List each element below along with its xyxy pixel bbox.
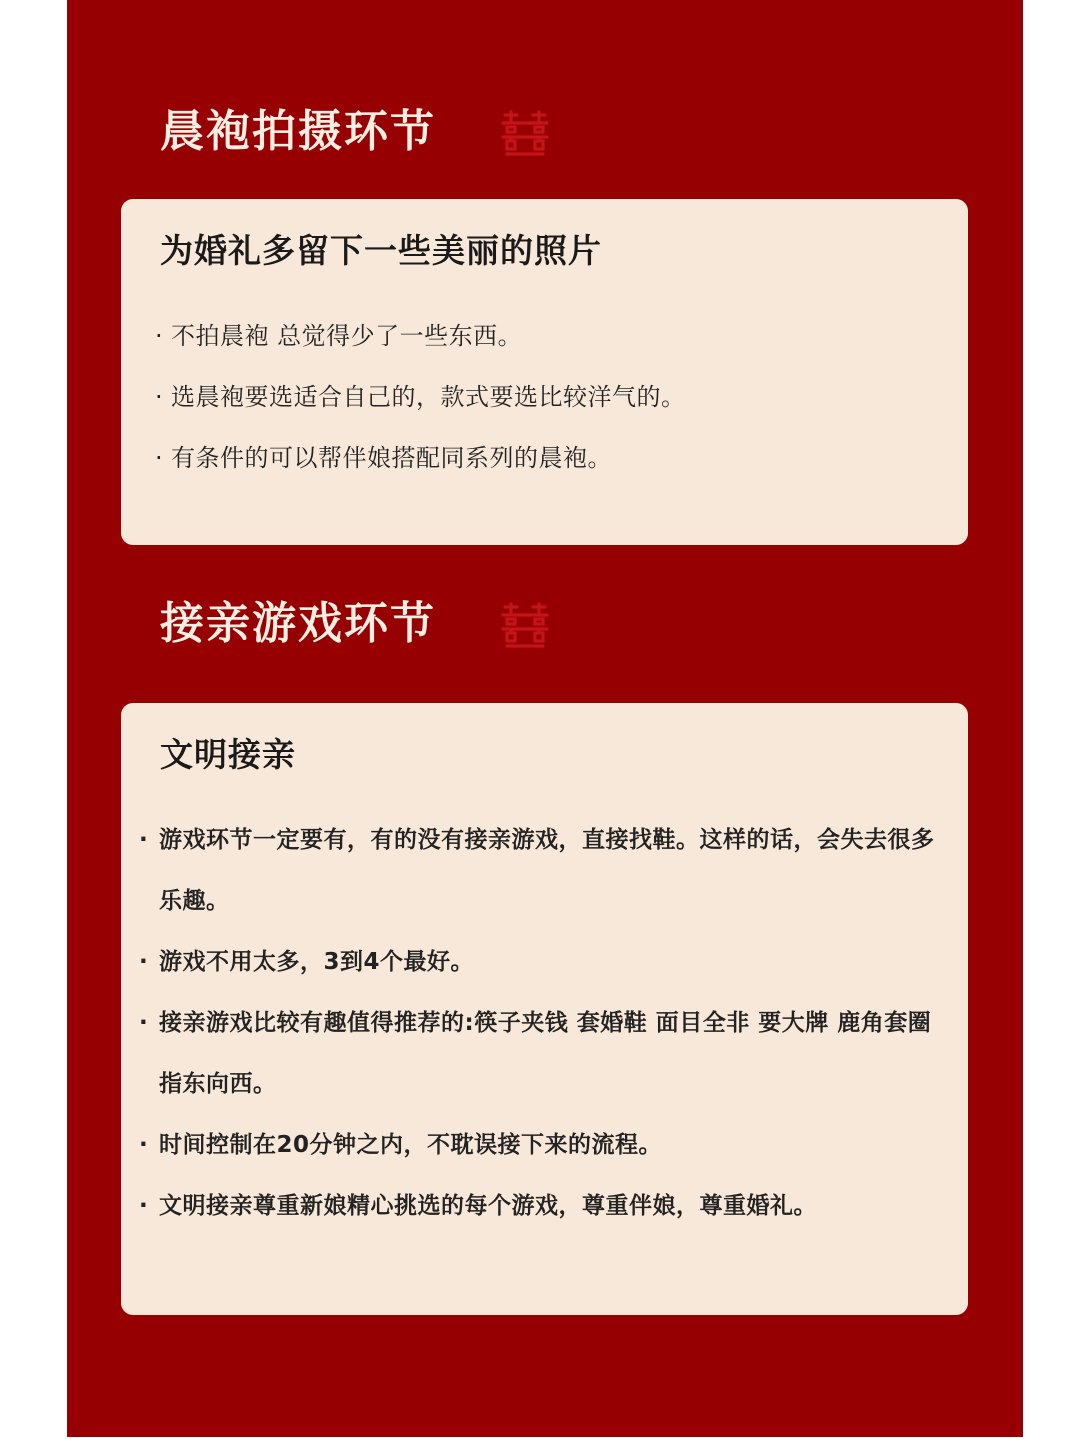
- bullet-dot: ·: [139, 1010, 149, 1036]
- bullet-dot: ·: [155, 383, 164, 411]
- list-item-text: 时间控制在20分钟之内，不耽误接下来的流程。: [159, 1132, 663, 1158]
- bullet-list: [139, 810, 950, 1237]
- card-heading: 文明接亲: [160, 735, 296, 774]
- section-title-text: 接亲游戏环节: [160, 598, 436, 649]
- list-item-text: 游戏环节一定要有，有的没有接亲游戏，直接找鞋。这样的话，会失去很多乐趣。: [159, 827, 935, 914]
- list-item: [139, 810, 950, 932]
- list-item: [155, 428, 948, 489]
- list-item: [139, 1115, 950, 1176]
- list-item: [155, 367, 948, 428]
- section-title-2: [160, 589, 436, 659]
- double-happiness-icon: [497, 106, 553, 162]
- bullet-list: [155, 306, 948, 489]
- section-title-1: [160, 97, 436, 167]
- bullet-dot: ·: [139, 949, 149, 975]
- double-happiness-icon: [497, 598, 553, 654]
- list-item-text: 游戏不用太多，3到4个最好。: [159, 949, 475, 975]
- card-heading: 为婚礼多留下一些美丽的照片: [160, 231, 602, 270]
- list-item: [155, 306, 948, 367]
- list-item-text: 文明接亲尊重新娘精心挑选的每个游戏，尊重伴娘，尊重婚礼。: [159, 1193, 817, 1219]
- info-card-1: [121, 199, 968, 545]
- list-item-text: 有条件的可以帮伴娘搭配同系列的晨袍。: [171, 444, 612, 472]
- bullet-dot: ·: [139, 827, 149, 853]
- list-item-text: 接亲游戏比较有趣值得推荐的:筷子夹钱 套婚鞋 面目全非 要大牌 鹿角套圈 指东向西。: [159, 1010, 932, 1097]
- info-card-2: [121, 703, 968, 1315]
- bullet-dot: ·: [155, 322, 164, 350]
- bullet-dot: ·: [139, 1193, 149, 1219]
- list-item: [139, 1176, 950, 1237]
- bullet-dot: ·: [139, 1132, 149, 1158]
- poster: [67, 0, 1023, 1437]
- list-item-text: 不拍晨袍 总觉得少了一些东西。: [171, 322, 523, 350]
- list-item: [139, 932, 950, 993]
- list-item: [139, 993, 950, 1115]
- list-item-text: 选晨袍要选适合自己的，款式要选比较洋气的。: [171, 383, 686, 411]
- bullet-dot: ·: [155, 444, 164, 472]
- section-title-text: 晨袍拍摄环节: [160, 106, 436, 157]
